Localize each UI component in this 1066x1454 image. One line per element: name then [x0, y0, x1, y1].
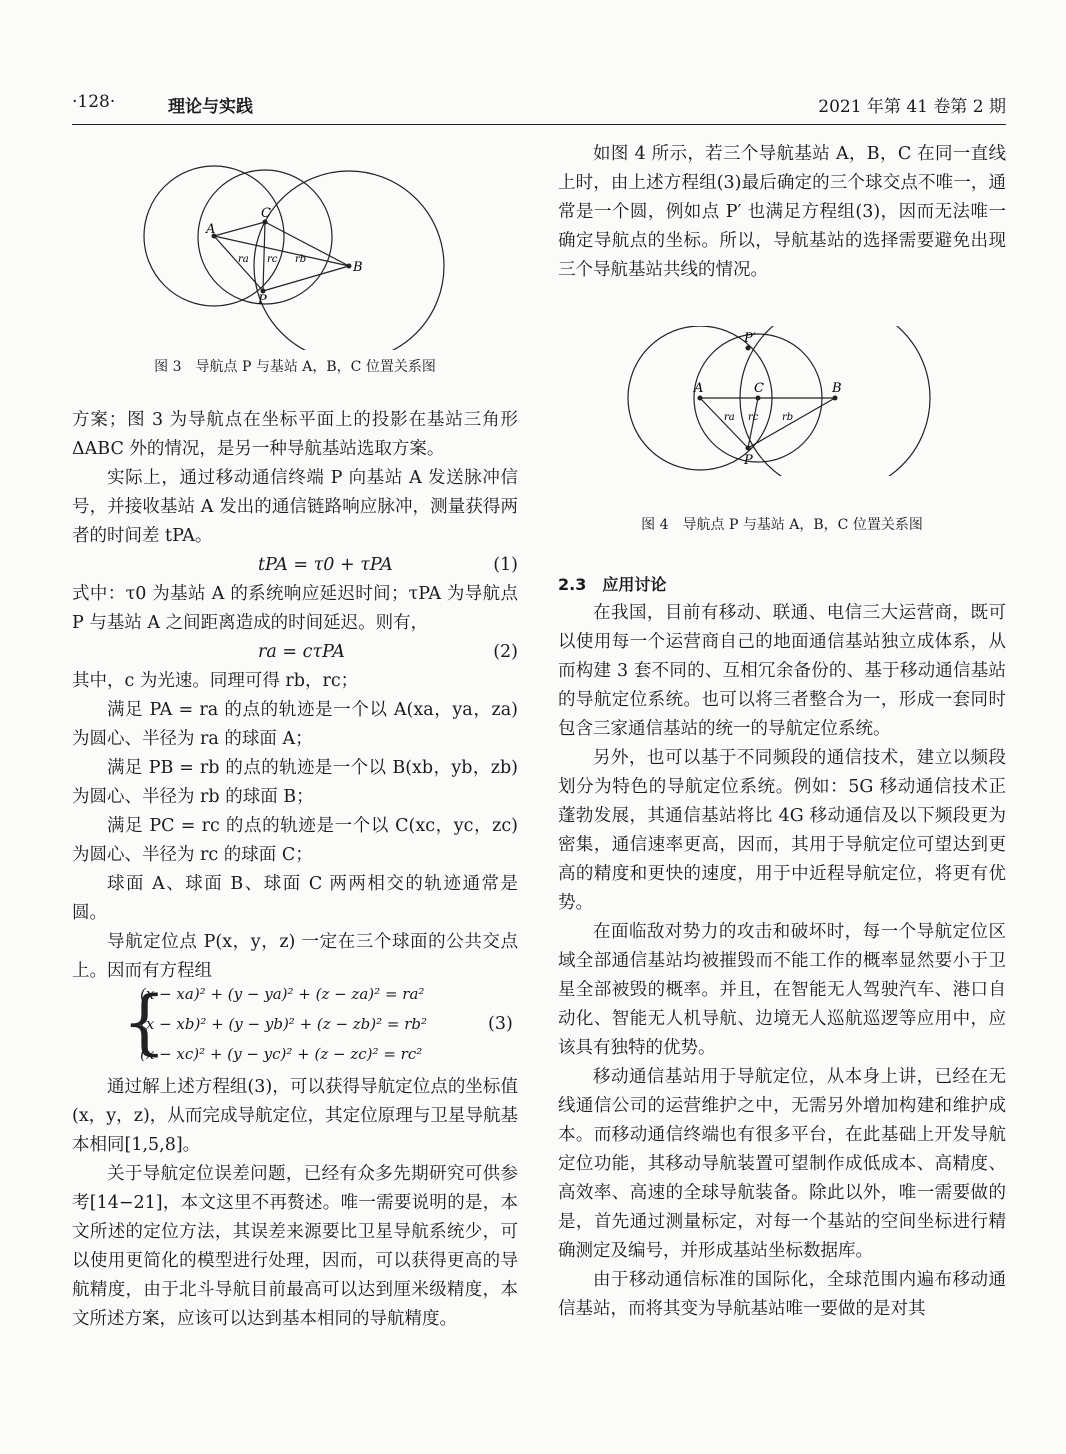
paragraph: 关于导航定位误差问题，已经有众多先期研究可供参考[14−21]，本文这里不再赘述。唯一需要说明的是，本文所述的定位方法，其误差来源要比卫星导航系统少，可以使用更简化的模型进行处理，因而，可以获得更高的导航精度，由于北斗导航目前最高可以达到厘米级精度，本文所述方案，应该可以达到基本相同的导航精度。 [72, 1164, 518, 1329]
section-heading: 2.3 应用讨论 [558, 575, 667, 594]
left-column [72, 406, 518, 1334]
paragraph: 方案；图 3 为导航点在坐标平面上的投影在基站三角形 ΔABC 外的情况，是另一种导航基站选取方案。 [72, 410, 518, 459]
fig3-label-b: B [353, 260, 363, 275]
fig4-label-ra: ra [724, 412, 735, 423]
figure-4-caption: 图 4 导航点 P 与基站 A，B，C 位置关系图 [641, 517, 923, 533]
equation-1 [72, 551, 518, 580]
figure-3 [140, 140, 460, 350]
paragraph: 式中：τ0 为基站 A 的系统响应延迟时间；τPA 为导航点 P 与基站 A 之间距离造成的时间延迟。则有， [72, 584, 518, 633]
paragraph: 满足 PC = rc 的点的轨迹是一个以 C(xc，yc，zc) 为圆心、半径为 rc 的球面 C； [72, 816, 518, 865]
equation-3-number: (3) [488, 1014, 513, 1034]
paragraph: 另外，也可以基于不同频段的通信技术，建立以频段划分为特色的导航定位系统。例如：5G 移动通信技术正蓬勃发展，其通信基站将比 4G 移动通信及以下频段更为密集，通信速率更高，因而，其用于导航定位可望达到更高的精度和更快的速度，用于中近程导航定位，将更有优势。 [558, 748, 1006, 913]
fig4-label-pprime: P′ [744, 331, 756, 346]
page-number: ·128· [72, 92, 116, 112]
paragraph: 球面 A、球面 B、球面 C 两两相交的轨迹通常是圆。 [72, 874, 518, 923]
fig4-label-rc: rc [748, 412, 759, 423]
figure-4 [620, 326, 960, 476]
paragraph: 由于移动通信标准的国际化，全球范围内遍布移动通信基站，而将其变为导航基站唯一要做的是对其 [558, 1270, 1006, 1319]
page-header [72, 92, 1006, 120]
paragraph: 如图 4 所示，若三个导航基站 A，B，C 在同一直线上时，由上述方程组(3)最后确定的三个球交点不唯一，通常是一个圆，例如点 P′ 也满足方程组(3)，因而无法唯一确定导航点的坐标。所以，导航基站的选择需要避免出现三个导航基站共线的情况。 [558, 144, 1006, 280]
equation-2 [72, 638, 518, 667]
right-column-bottom [558, 564, 1006, 1324]
fig3-label-p: P [258, 293, 267, 308]
fig3-label-rb: rb [295, 254, 307, 265]
equation-3-line-1: (x − xa)² + (y − ya)² + (z − za)² = ra² [140, 985, 425, 1003]
paragraph: 在我国，目前有移动、联通、电信三大运营商，既可以使用每一个运营商自己的地面通信基站独立成体系，从而构建 3 套不同的、互相冗余备份的、基于移动通信基站的导航定位系统。也可以将三者整合为一，形成一套同时包含三家通信基站的统一的导航定位系统。 [558, 603, 1006, 739]
fig3-label-c: C [261, 206, 271, 221]
paragraph: 实际上，通过移动通信终端 P 向基站 A 发送脉冲信号，并接收基站 A 发出的通信链路响应脉冲，测量获得两者的时间差 tPA。 [72, 468, 518, 546]
figure-3-caption: 图 3 导航点 P 与基站 A，B，C 位置关系图 [154, 359, 436, 375]
journal-section: 理论与实践 [168, 97, 253, 117]
paragraph: 移动通信基站用于导航定位，从本身上讲，已经在无线通信公司的运营维护之中，无需另外增加构建和维护成本。而移动通信终端也有很多平台，在此基础上开发导航定位功能，其移动导航装置可望制作成低成本、高精度、高效率、高速的全球导航装备。除此以外，唯一需要做的是，首先通过测量标定，对每一个基站的空间坐标进行精确测定及编号，并形成基站坐标数据库。 [558, 1067, 1006, 1261]
paragraph: 其中，c 为光速。同理可得 rb，rc； [72, 671, 359, 691]
fig4-label-p: P [744, 453, 753, 468]
equation-1-body: tPA = τ0 + τPA [258, 555, 393, 575]
fig3-label-ra: ra [238, 254, 249, 265]
issue-info: 2021 年第 41 卷第 2 期 [818, 97, 1006, 117]
fig4-label-rb: rb [782, 412, 794, 423]
paragraph: 满足 PA = ra 的点的轨迹是一个以 A(xa，ya，za) 为圆心、半径为 ra 的球面 A； [72, 700, 518, 749]
equation-3-line-3: (x − xc)² + (y − yc)² + (z − zc)² = rc² [140, 1045, 423, 1063]
header-rule [72, 124, 1006, 125]
fig3-label-a: A [206, 222, 216, 237]
fig4-label-b: B [832, 381, 842, 396]
paragraph: 导航定位点 P(x，y，z) 一定在三个球面的公共交点上。因而有方程组 [72, 932, 518, 981]
paragraph: 通过解上述方程组(3)，可以获得导航定位点的坐标值(x，y，z)，从而完成导航定位，其定位原理与卫星导航基本相同[1,5,8]。 [72, 1077, 518, 1155]
fig3-label-rc: rc [267, 254, 278, 265]
paragraph: 在面临敌对势力的攻击和破坏时，每一个导航定位区域全部通信基站均被摧毁而不能工作的概率显然要小于卫星全部被毁的概率。并且，在智能无人驾驶汽车、港口自动化、智能无人机导航、边境无人巡航巡逻等应用中，应该具有独特的优势。 [558, 922, 1006, 1058]
equation-3-brace: { [122, 981, 167, 1063]
paragraph: 满足 PB = rb 的点的轨迹是一个以 B(xb，yb，zb) 为圆心、半径为 rb 的球面 B； [72, 758, 518, 807]
equation-2-body: ra = cτPA [258, 642, 345, 662]
equation-3-line-2: (x − xb)² + (y − yb)² + (z − zb)² = rb² [140, 1015, 428, 1033]
equation-1-number: (1) [493, 555, 518, 575]
fig4-label-c: C [754, 381, 764, 396]
fig4-label-a: A [694, 381, 704, 396]
equation-2-number: (2) [493, 642, 518, 662]
right-column-top [558, 140, 1006, 285]
